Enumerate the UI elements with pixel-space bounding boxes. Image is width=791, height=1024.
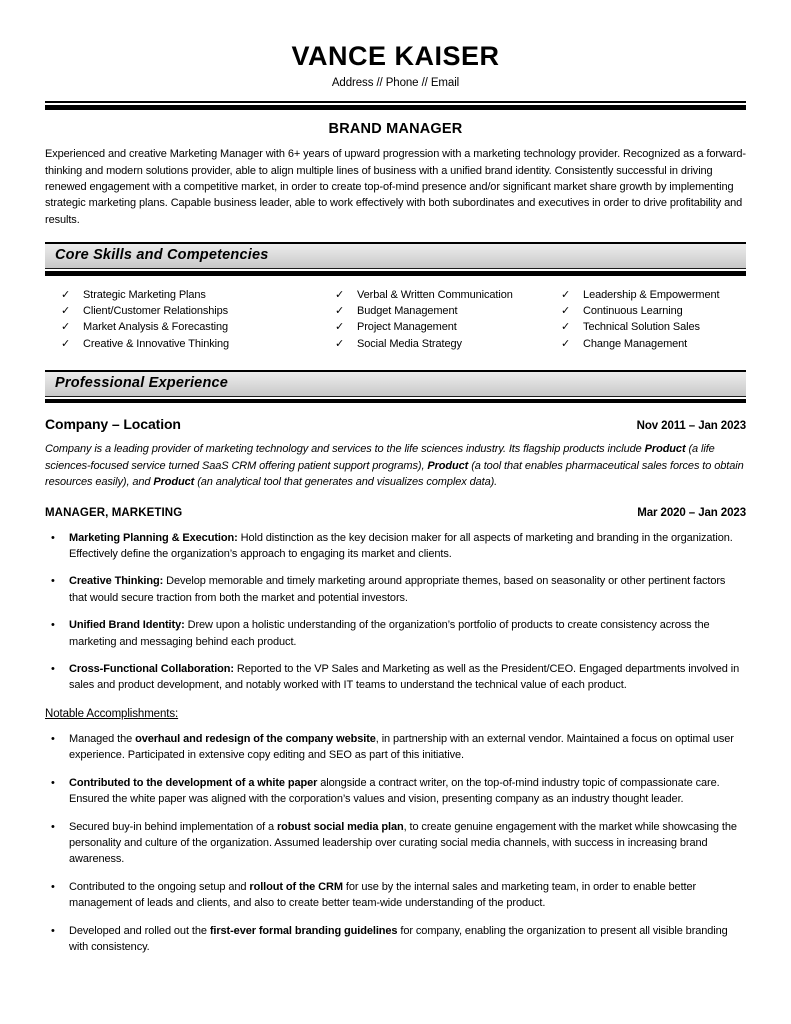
experience-section-rule bbox=[45, 399, 746, 404]
check-icon: ✓ bbox=[335, 321, 345, 334]
text-run: Managed the bbox=[69, 732, 136, 745]
skill-label: Creative & Innovative Thinking bbox=[83, 337, 229, 350]
bold-text-run: Cross-Functional Collaboration: bbox=[69, 663, 234, 676]
bullet-dot: • bbox=[51, 575, 55, 588]
check-icon: ✓ bbox=[61, 337, 71, 350]
bullet-dot: • bbox=[51, 531, 55, 544]
skills-grid bbox=[45, 276, 746, 356]
divider-thick-line bbox=[45, 105, 746, 110]
company-name: Company – Location bbox=[45, 416, 181, 433]
skills-section bbox=[45, 242, 746, 356]
text-run: Develop memorable and timely marketing around appropriate themes, based on seasonality or other pertinent factors that would secure traction from both the market and potential investors. bbox=[69, 575, 726, 604]
candidate-name: VANCE KAISER bbox=[291, 41, 500, 71]
check-icon: ✓ bbox=[335, 305, 345, 318]
bullet-text bbox=[69, 775, 746, 808]
check-icon: ✓ bbox=[561, 337, 571, 350]
skill-item bbox=[561, 303, 746, 319]
bullet-dot: • bbox=[51, 619, 55, 632]
text-run: Hold distinction as the key decision maker for all aspects of marketing and branding in the organization. Effectively define the organization’s approach to engaging its market and clients. bbox=[69, 531, 733, 561]
text-run: , in partnership with an external vendor. Maintained a focus on optimal user experience. Participated in extensive copy editing and SEO as part of this initiative. bbox=[69, 732, 734, 762]
skill-item bbox=[335, 319, 561, 335]
skill-label: Leadership & Empowerment bbox=[583, 288, 720, 301]
text-run: Drew upon a holistic understanding of the organization’s portfolio of products to create consistency across the marketing and messaging behind each product. bbox=[69, 619, 710, 648]
bold-text-run: Product bbox=[427, 459, 469, 472]
text-run: Contributed to the ongoing setup and bbox=[69, 880, 250, 893]
experience-section-header: Professional Experience bbox=[45, 370, 746, 397]
bullet-text bbox=[69, 819, 746, 868]
contact-line: Address // Phone // Email bbox=[331, 76, 460, 89]
skill-label: Project Management bbox=[357, 321, 457, 334]
bold-text-run: overhaul and redesign of the company website bbox=[135, 732, 376, 745]
bullet-text bbox=[69, 879, 746, 912]
company-description bbox=[45, 441, 746, 490]
skill-item bbox=[335, 336, 561, 352]
skill-item bbox=[335, 287, 561, 303]
check-icon: ✓ bbox=[61, 305, 71, 318]
text-run: Secured buy-in behind implementation of a bbox=[69, 820, 277, 833]
skill-item bbox=[561, 287, 746, 303]
bold-text-run: Marketing Planning & Execution: bbox=[69, 531, 238, 544]
bullet-text bbox=[69, 530, 746, 563]
text-run: for company, enabling the organization to present all visible branding with consistency. bbox=[69, 924, 728, 953]
skill-label: Continuous Learning bbox=[583, 305, 683, 318]
bold-text-run: Contributed to the development of a white paper bbox=[69, 776, 318, 789]
text-run: Developed and rolled out the bbox=[69, 924, 210, 937]
skills-column-3 bbox=[561, 287, 746, 352]
bullet-text bbox=[69, 573, 746, 606]
role-title: MANAGER, MARKETING bbox=[45, 506, 183, 519]
accomplishment-bullets bbox=[45, 731, 746, 955]
text-run: for use by the internal sales and marketing team, in order to enable better management of leads and clients, and also to create better team-wide understanding of the product. bbox=[69, 880, 697, 910]
skill-label: Social Media Strategy bbox=[357, 337, 462, 350]
text-run: Reported to the VP Sales and Marketing as well as the President/CEO. Engaged departments involved in sales and product development, and notably worked with IT teams to understand the technical value of each product. bbox=[69, 663, 740, 692]
skill-label: Technical Solution Sales bbox=[583, 321, 700, 334]
bold-text-run: robust social media plan bbox=[277, 820, 404, 833]
text-run: (an analytical tool that generates and visualizes complex data). bbox=[194, 476, 498, 489]
text-run: Company is a leading provider of marketing technology and services to the life sciences industry. Its flagship products include bbox=[45, 443, 645, 456]
skill-item bbox=[61, 287, 335, 303]
bullet-text bbox=[69, 617, 746, 650]
skill-item bbox=[61, 319, 335, 335]
bullet-text bbox=[69, 661, 746, 694]
role-bullets bbox=[45, 530, 746, 694]
skill-label: Market Analysis & Forecasting bbox=[83, 321, 229, 334]
role-row bbox=[45, 507, 746, 519]
job-title: BRAND MANAGER bbox=[328, 121, 463, 138]
check-icon: ✓ bbox=[61, 321, 71, 334]
header-divider bbox=[45, 101, 746, 111]
bullet-item bbox=[45, 775, 746, 808]
check-icon: ✓ bbox=[335, 337, 345, 350]
bullet-dot: • bbox=[51, 924, 55, 937]
text-run: alongside a contract writer, on the top-of-mind industry topic of compassionate care. Ensured the white paper was aligned with the corporation’s values and vision, presenting company as an industry thought leader. bbox=[69, 776, 720, 806]
bullet-text bbox=[69, 731, 746, 764]
skill-item bbox=[61, 336, 335, 352]
summary-paragraph: Experienced and creative Marketing Manager with 6+ years of upward progression with a marketing technology provider. Recognized as a forward-thinking and modern solutions provider, able to align multiple lines of business with a unified brand identity. Consistently successful in driving renewed engagement with a competitive market, in order to create top-of-mind presence and/or significant market share growth by implementing strategic marketing plans. Capable business leader, able to work effectively with both subordinates and executives in order to drive profitability and results. bbox=[45, 148, 746, 226]
text-run: (a tool that enables pharmaceutical sales forces to obtain resources easily), and bbox=[45, 459, 744, 489]
skill-item bbox=[335, 303, 561, 319]
bullet-item bbox=[45, 530, 746, 563]
skill-item bbox=[61, 303, 335, 319]
bold-text-run: Product bbox=[153, 476, 195, 489]
company-dates: Nov 2011 – Jan 2023 bbox=[636, 420, 746, 433]
skill-item bbox=[561, 336, 746, 352]
bullet-text bbox=[69, 923, 746, 956]
bold-text-run: Product bbox=[644, 443, 686, 456]
skills-column-2 bbox=[335, 287, 561, 352]
skills-column-1 bbox=[61, 287, 335, 352]
text-run: (a life sciences-focused service turned SaaS CRM offering patient support programs), bbox=[45, 443, 715, 472]
company-row bbox=[45, 416, 746, 432]
skill-label: Verbal & Written Communication bbox=[357, 288, 513, 301]
bullet-item bbox=[45, 661, 746, 694]
accomplishments-heading: Notable Accomplishments: bbox=[45, 707, 179, 720]
experience-section bbox=[45, 370, 746, 955]
skill-label: Strategic Marketing Plans bbox=[83, 288, 206, 301]
text-run: , to create genuine engagement with the market while showcasing the personality and culture of the organization. Assumed leadership over curating social media channels, with success in increasing brand awareness. bbox=[69, 820, 737, 866]
bullet-dot: • bbox=[51, 663, 55, 676]
bullet-item bbox=[45, 617, 746, 650]
bold-text-run: Unified Brand Identity: bbox=[69, 619, 185, 632]
bullet-item bbox=[45, 923, 746, 956]
skill-label: Client/Customer Relationships bbox=[83, 305, 229, 318]
bullet-dot: • bbox=[51, 732, 55, 745]
bold-text-run: first-ever formal branding guidelines bbox=[209, 924, 398, 937]
bullet-item bbox=[45, 819, 746, 868]
bullet-item bbox=[45, 573, 746, 606]
skill-label: Change Management bbox=[583, 337, 688, 350]
check-icon: ✓ bbox=[561, 288, 571, 301]
check-icon: ✓ bbox=[561, 321, 571, 334]
check-icon: ✓ bbox=[561, 305, 571, 318]
bullet-item bbox=[45, 879, 746, 912]
skill-label: Budget Management bbox=[357, 305, 458, 318]
bullet-dot: • bbox=[51, 820, 55, 833]
role-dates: Mar 2020 – Jan 2023 bbox=[637, 506, 746, 519]
bullet-dot: • bbox=[51, 776, 55, 789]
skills-section-header: Core Skills and Competencies bbox=[45, 242, 746, 269]
check-icon: ✓ bbox=[335, 288, 345, 301]
check-icon: ✓ bbox=[61, 288, 71, 301]
bold-text-run: rollout of the CRM bbox=[249, 880, 343, 893]
bullet-item bbox=[45, 731, 746, 764]
bullet-dot: • bbox=[51, 880, 55, 893]
skill-item bbox=[561, 319, 746, 335]
bold-text-run: Creative Thinking: bbox=[69, 575, 164, 588]
